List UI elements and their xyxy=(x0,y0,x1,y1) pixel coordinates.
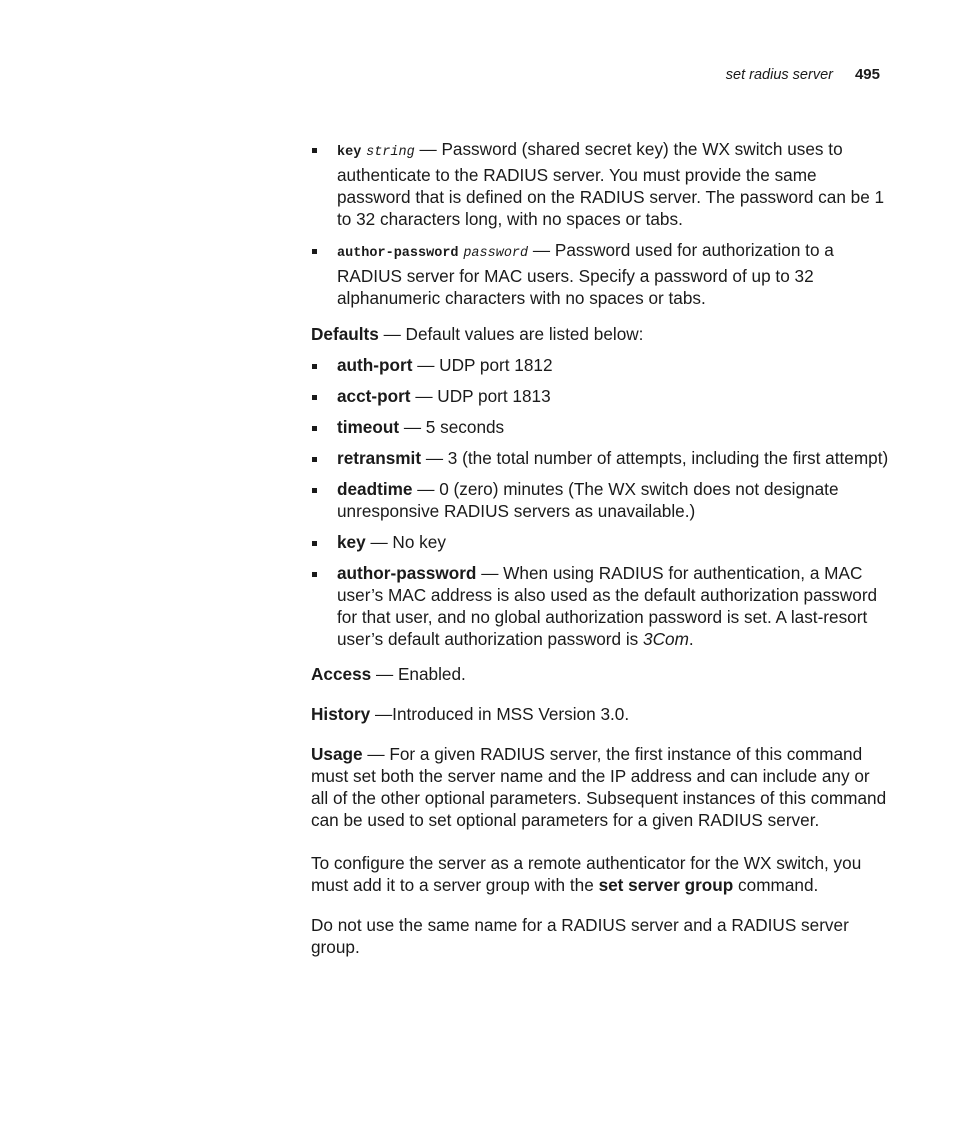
list-item xyxy=(311,562,889,650)
default-value: — No key xyxy=(365,532,446,552)
default-value: — UDP port 1813 xyxy=(410,386,551,406)
list-item xyxy=(311,239,889,309)
parameter-argument: password xyxy=(463,246,529,261)
default-term: acct-port xyxy=(337,386,411,406)
default-term: timeout xyxy=(337,417,400,437)
command-name: set server group xyxy=(598,875,734,895)
list-item xyxy=(311,447,889,469)
page-header xyxy=(726,66,880,83)
history-text: —Introduced in MSS Version 3.0. xyxy=(370,704,630,724)
list-item xyxy=(311,478,889,522)
parameter-keyword: key xyxy=(337,145,362,160)
default-value: — 5 seconds xyxy=(399,417,505,437)
configure-paragraph xyxy=(311,852,889,896)
history-label: History xyxy=(311,704,371,724)
parameter-keyword: author-password xyxy=(337,246,459,261)
default-term: retransmit xyxy=(337,448,422,468)
parameter-description: — Password (shared secret key) the WX switch uses to authenticate to the RADIUS server. You must provide the same password that is defined on the RADIUS server. The password can be 1 to 32 characters long, with no spaces or tabs. xyxy=(337,139,885,229)
list-item xyxy=(311,385,889,407)
sentence-end: . xyxy=(688,629,694,649)
parameter-description: — Password used for authorization to a RADIUS server for MAC users. Specify a password of up to 32 alphanumeric characters with no spaces or tabs. xyxy=(337,240,834,308)
default-value: — When using RADIUS for authentication, a MAC user’s MAC address is also used as the default authorization password for that user, and no global authorization password is set. A last-resort user’s default authorization password is xyxy=(337,563,878,649)
default-term: auth-port xyxy=(337,355,413,375)
usage-text: — For a given RADIUS server, the first instance of this command must set both the server name and the IP address and can include any or all of the other optional parameters. Subsequent instances of this command can be used to set optional parameters for a given RADIUS server. xyxy=(311,744,887,830)
defaults-heading xyxy=(311,323,889,345)
default-term: author-password xyxy=(337,563,477,583)
list-item xyxy=(311,416,889,438)
default-term: key xyxy=(337,532,366,552)
defaults-label: Defaults xyxy=(311,324,379,344)
default-value: — UDP port 1812 xyxy=(412,355,553,375)
default-term: deadtime xyxy=(337,479,413,499)
default-password-value: 3Com xyxy=(643,629,689,649)
list-item xyxy=(311,354,889,376)
defaults-list xyxy=(311,354,889,650)
usage-label: Usage xyxy=(311,744,363,764)
running-head: set radius server xyxy=(725,67,833,83)
list-item xyxy=(311,531,889,553)
history-paragraph xyxy=(311,703,889,725)
default-value: — 3 (the total number of attempts, including the first attempt) xyxy=(421,448,889,468)
naming-paragraph: Do not use the same name for a RADIUS server and a RADIUS server group. xyxy=(311,915,849,957)
parameter-list xyxy=(311,138,889,309)
configure-text: To configure the server as a remote authenticator for the WX switch, you must add it to a server group with the xyxy=(311,853,862,895)
configure-text-end: command. xyxy=(733,875,819,895)
usage-paragraph xyxy=(311,743,889,831)
page-body xyxy=(311,138,889,958)
list-item xyxy=(311,138,889,230)
parameter-argument: string xyxy=(366,145,415,160)
access-text: — Enabled. xyxy=(371,664,466,684)
page-number: 495 xyxy=(854,66,880,83)
access-paragraph xyxy=(311,663,889,685)
access-label: Access xyxy=(311,664,372,684)
default-value: — 0 (zero) minutes (The WX switch does not designate unresponsive RADIUS servers as unavailable.) xyxy=(337,479,839,521)
defaults-intro: — Default values are listed below: xyxy=(378,324,644,344)
